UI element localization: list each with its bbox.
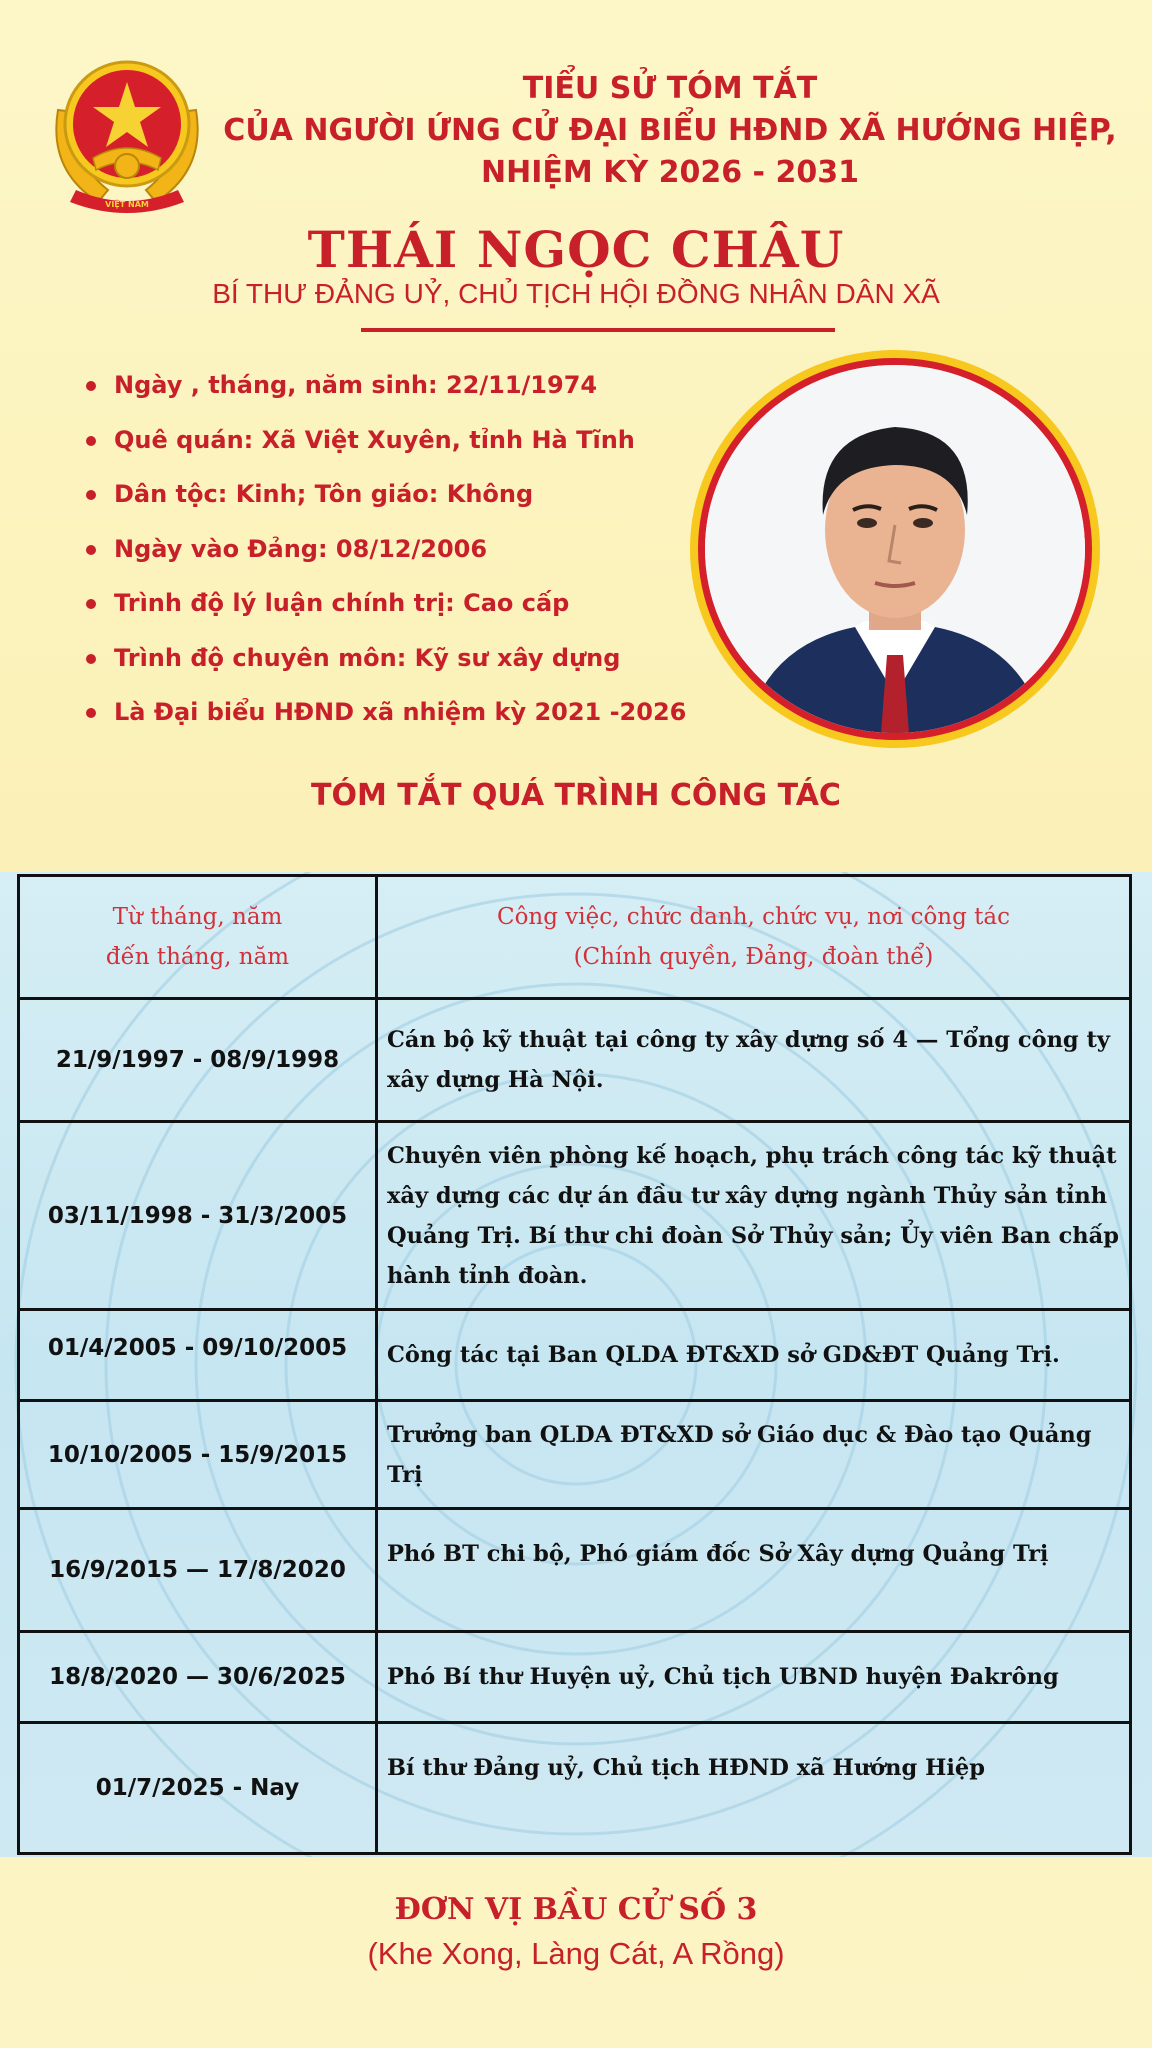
info-item-birthdate: Ngày , tháng, năm sinh: 22/11/1974 <box>86 365 706 420</box>
row-period: 03/11/1998 - 31/3/2005 <box>19 1122 377 1310</box>
table-row <box>19 1310 1131 1401</box>
table-row <box>19 1401 1131 1509</box>
info-item-party-date: Ngày vào Đảng: 08/12/2006 <box>86 529 706 584</box>
info-item-hometown: Quê quán: Xã Việt Xuyên, tỉnh Hà Tĩnh <box>86 420 706 475</box>
candidate-portrait <box>690 350 1100 748</box>
row-description: Phó BT chi bộ, Phó giám đốc Sở Xây dựng Quảng Trị <box>377 1509 1131 1632</box>
info-item-ethnicity-religion: Dân tộc: Kinh; Tôn giáo: Không <box>86 474 706 529</box>
table-row <box>19 1122 1131 1310</box>
header-line-3: NHIỆM KỲ 2026 - 2031 <box>481 155 859 190</box>
electoral-unit-areas: (Khe Xong, Làng Cát, A Rồng) <box>367 1936 785 1971</box>
svg-text:VIỆT NAM: VIỆT NAM <box>105 200 149 209</box>
row-period: 01/4/2005 - 09/10/2005 <box>19 1310 377 1401</box>
header-description: Công việc, chức danh, chức vụ, nơi công tác (Chính quyền, Đảng, đoàn thể) <box>377 876 1131 999</box>
row-description: Phó Bí thư Huyện uỷ, Chủ tịch UBND huyện Đakrông <box>377 1632 1131 1723</box>
row-description: Bí thư Đảng uỷ, Chủ tịch HĐND xã Hướng Hiệp <box>377 1723 1131 1854</box>
portrait-photo <box>705 365 1085 733</box>
electoral-unit-title: ĐƠN VỊ BẦU CỬ SỐ 3 <box>394 1892 758 1927</box>
row-period: 18/8/2020 — 30/6/2025 <box>19 1632 377 1723</box>
document-header <box>220 68 1120 194</box>
candidate-name: THÁI NGỌC CHÂU <box>307 220 845 279</box>
header-period: Từ tháng, năm đến tháng, năm <box>19 876 377 999</box>
table-row <box>19 1509 1131 1632</box>
info-item-previous-term: Là Đại biểu HĐND xã nhiệm kỳ 2021 -2026 <box>86 692 706 747</box>
career-table <box>17 874 1132 1855</box>
row-description: Công tác tại Ban QLDA ĐT&XD sở GD&ĐT Quảng Trị. <box>377 1310 1131 1401</box>
header-line-1: TIỂU SỬ TÓM TẮT <box>522 71 818 106</box>
row-description: Chuyên viên phòng kế hoạch, phụ trách công tác kỹ thuật xây dựng các dự án đầu tư xây dựng ngành Thủy sản tỉnh Quảng Trị. Bí thư chi đoàn Sở Thủy sản; Ủy viên Ban chấp hành tỉnh đoàn. <box>377 1122 1131 1310</box>
personal-info-list <box>86 365 706 747</box>
row-period: 21/9/1997 - 08/9/1998 <box>19 999 377 1122</box>
row-period: 10/10/2005 - 15/9/2015 <box>19 1401 377 1509</box>
row-period: 01/7/2025 - Nay <box>19 1723 377 1854</box>
row-period: 16/9/2015 — 17/8/2020 <box>19 1509 377 1632</box>
info-item-political-level: Trình độ lý luận chính trị: Cao cấp <box>86 583 706 638</box>
career-section-title: TÓM TẮT QUÁ TRÌNH CÔNG TÁC <box>311 778 841 813</box>
row-description: Trưởng ban QLDA ĐT&XD sở Giáo dục & Đào tạo Quảng Trị <box>377 1401 1131 1509</box>
table-header-row <box>19 876 1131 999</box>
title-divider <box>361 328 835 332</box>
national-emblem-icon <box>38 40 216 220</box>
table-row <box>19 999 1131 1122</box>
row-description: Cán bộ kỹ thuật tại công ty xây dựng số 4 — Tổng công ty xây dựng Hà Nội. <box>377 999 1131 1122</box>
candidate-position: BÍ THƯ ĐẢNG UỶ, CHỦ TỊCH HỘI ĐỒNG NHÂN DÂN XÃ <box>212 278 940 309</box>
header-line-2: CỦA NGƯỜI ỨNG CỬ ĐẠI BIỂU HĐND XÃ HƯỚNG HIỆP, <box>223 113 1117 148</box>
info-item-professional-level: Trình độ chuyên môn: Kỹ sư xây dựng <box>86 638 706 693</box>
table-row <box>19 1632 1131 1723</box>
table-row <box>19 1723 1131 1854</box>
